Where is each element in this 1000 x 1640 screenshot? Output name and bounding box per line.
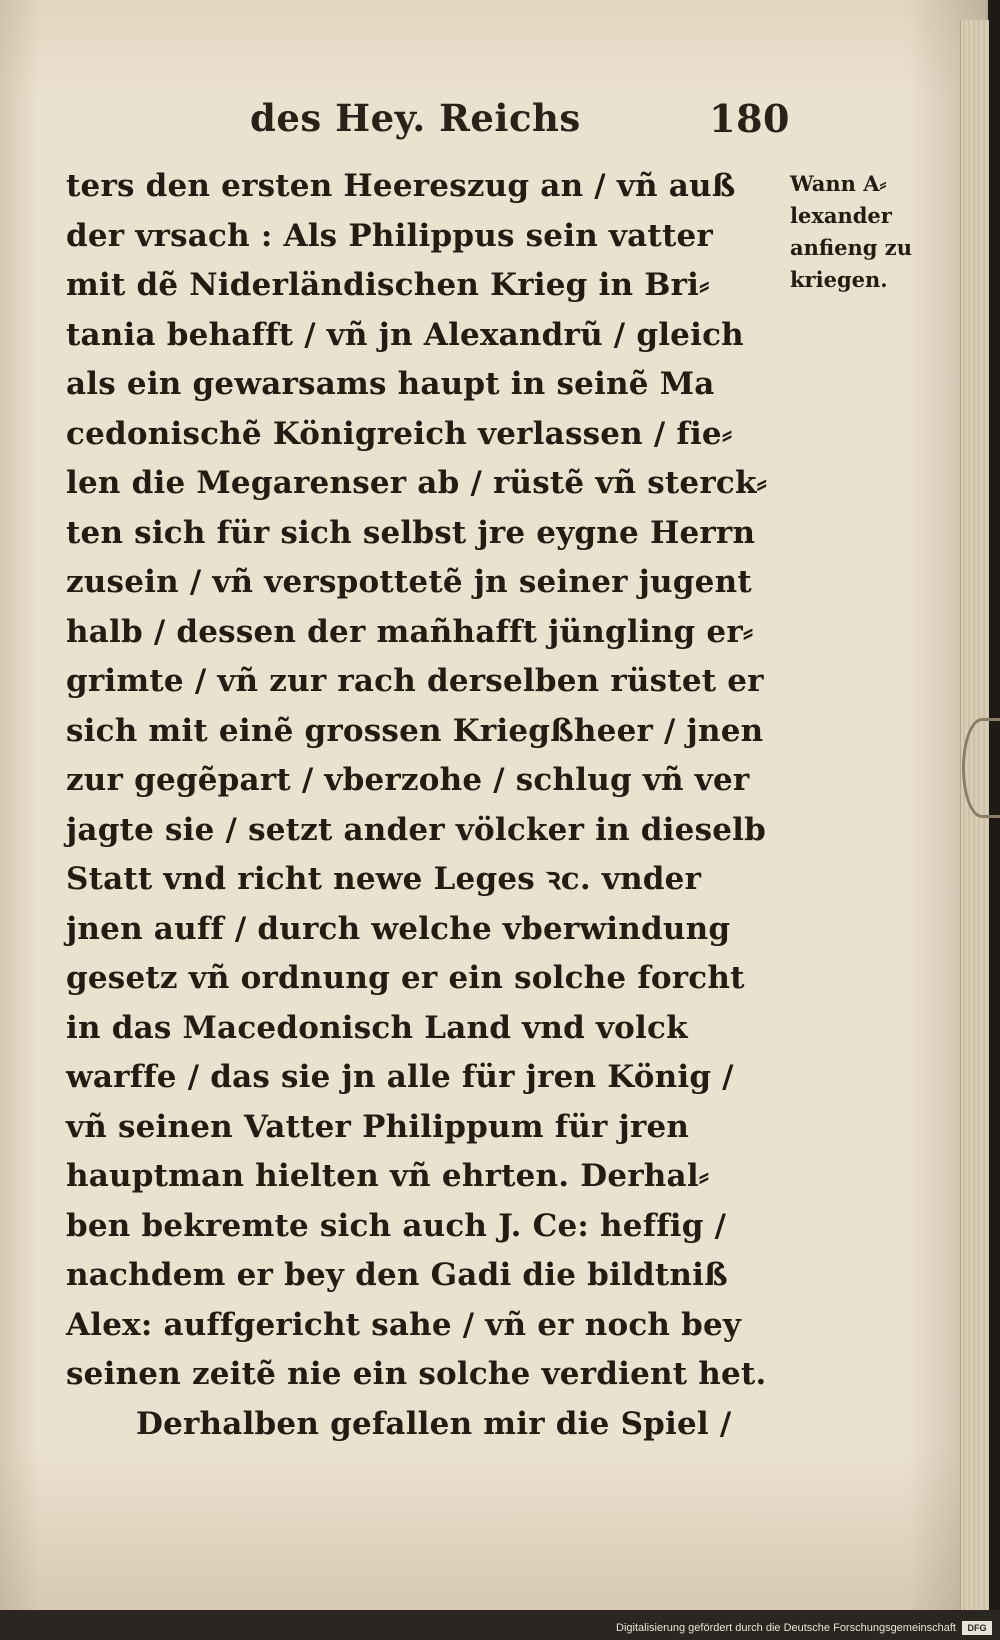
text-line: warffe / das sie jn alle für jren König / xyxy=(66,1059,734,1095)
text-line: vñ seinen Vatter Philippum für jren xyxy=(66,1108,690,1145)
funding-credit: Digitalisierung gefördert durch die Deutsche Forschungsgemeinschaft xyxy=(616,1622,956,1634)
text-line: zur gegẽpart / vberzohe / schlug vñ ver xyxy=(66,762,750,798)
running-title: des Hey. Reichs xyxy=(250,96,581,140)
text-line: ten sich für sich selbst jre eygne Herrn xyxy=(66,514,756,551)
text-line: zusein / vñ verspottetẽ jn seiner jugent xyxy=(66,564,752,600)
text-line: ben bekremte sich auch J. Ce: heffig / xyxy=(66,1207,727,1244)
text-line: Statt vnd richt newe Leges ꝛc. vnder xyxy=(66,861,702,897)
text-line: jagte sie / setzt ander völcker in dieselb xyxy=(66,811,767,848)
text-line: hauptman hielten vñ ehrten. Derhal⸗ xyxy=(66,1158,710,1194)
body-text xyxy=(66,162,786,1449)
text-line: halb / dessen der mañhafft jüngling er⸗ xyxy=(66,613,754,650)
text-line-paragraph-start: Derhalben gefallen mir die Spiel / xyxy=(136,1405,732,1442)
dfg-logo: DFG xyxy=(962,1621,992,1635)
text-line: in das Macedonisch Land vnd volck xyxy=(66,1009,688,1046)
running-head xyxy=(250,96,790,146)
text-line: gesetz vñ ordnung er ein solche forcht xyxy=(66,960,745,996)
marginal-note-line: lexander xyxy=(790,203,892,228)
text-line: der vrsach : Als Philippus sein vatter xyxy=(66,217,713,254)
text-line: jnen auff / durch welche vberwindung xyxy=(66,910,731,947)
text-line: sich mit einẽ grossen Kriegßheer / jnen xyxy=(66,712,764,749)
marginal-note-line: anfieng zu xyxy=(790,235,912,260)
page-tab-clasp xyxy=(962,718,1000,818)
marginal-note-line: Wann A⸗ xyxy=(790,171,887,196)
text-line: cedonischẽ Königreich verlassen / fie⸗ xyxy=(66,415,733,452)
text-line: len die Megarenser ab / rüstẽ vñ sterck⸗ xyxy=(66,465,768,501)
text-line: tania behafft / vñ jn Alexandrũ / gleich xyxy=(66,316,744,353)
marginal-note-line: kriegen. xyxy=(790,267,888,292)
text-line: Alex: auffgericht sahe / vñ er noch bey xyxy=(66,1306,742,1343)
text-line: seinen zeitẽ nie ein solche verdient het. xyxy=(66,1356,767,1392)
text-line: grimte / vñ zur rach derselben rüstet er xyxy=(66,663,764,699)
marginal-note xyxy=(790,168,950,296)
text-line: mit dẽ Niderländischen Krieg in Bri⸗ xyxy=(66,267,710,303)
text-line: als ein gewarsams haupt in seinẽ Ma xyxy=(66,366,715,402)
text-line: ters den ersten Heereszug an / vñ auß xyxy=(66,168,736,204)
text-line: nachdem er bey den Gadi die bildtniß xyxy=(66,1257,728,1293)
page-number: 180 xyxy=(709,96,790,141)
